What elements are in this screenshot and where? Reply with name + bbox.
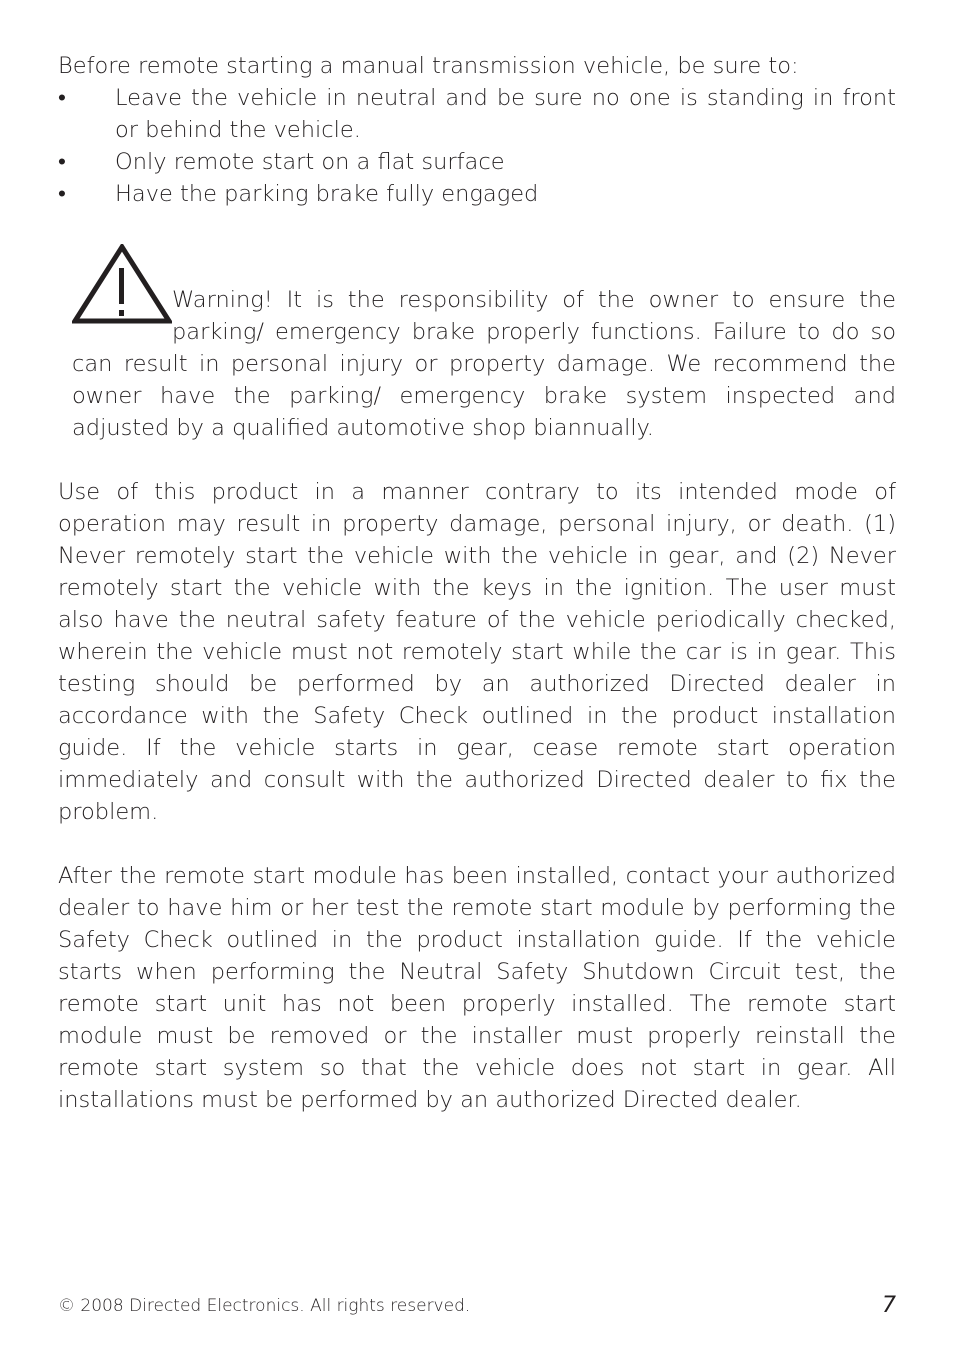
bullet-text: Have the parking brake fully engaged: [115, 181, 539, 207]
list-item: [58, 82, 896, 146]
safety-paragraph: Use of this product in a manner contrary to its intended mode of operation may result in property damage, personal injury, or death. (1) Never remotely start the vehicle with the vehicle in gear, and (2) Never remotely start the vehicle with the keys in the ignition. The user must also have the neutral safety feature of the vehicle periodically checked, wherein the vehicle must not remotely start while the car is in gear. This testing should be performed by an authorized Directed dealer in accordance with the Safety Check outlined in the product installation guide. If the vehicle starts in gear, cease remote start operation immediately and consult with the authorized Directed dealer to fix the problem.: [58, 479, 896, 825]
bullet-text: Leave the vehicle in neutral and be sure no one is standing in front or behind the vehicle.: [115, 85, 896, 143]
bullet-dot: •: [58, 149, 66, 175]
list-item: [58, 146, 896, 178]
bullet-dot: •: [58, 181, 66, 207]
warning-triangle-icon: [72, 244, 172, 322]
bullet-text: Only remote start on a flat surface: [115, 149, 505, 175]
page-content: [58, 50, 896, 1116]
warning-block: [72, 236, 896, 444]
warning-triangle-svg: [72, 244, 172, 324]
bullet-dot: •: [58, 85, 66, 111]
page-number: 7: [882, 1293, 896, 1318]
intro-text: Before remote starting a manual transmission vehicle, be sure to:: [58, 53, 799, 79]
bullet-list: [58, 82, 896, 210]
installation-paragraph: After the remote start module has been installed, contact your authorized dealer to have him or her test the remote start module by performing the Safety Check outlined in the product installation guide. If the vehicle starts when performing the Neutral Safety Shutdown Circuit test, the remote start unit has not been properly installed. The remote start module must be removed or the installer must properly reinstall the remote start system so that the vehicle does not start in gear. All installations must be performed by an authorized Directed dealer.: [58, 863, 896, 1113]
list-item: [58, 178, 896, 210]
warning-text: Warning! It is the responsibility of the owner to ensure the parking/ emergency brake properly functions. Failure to do so can result in personal injury or property damage. We recommend the owner have the parking/ emergency brake system inspected and adjusted by a qualified automotive shop biannually.: [72, 287, 896, 441]
copyright-notice: © 2008 Directed Electronics. All rights reserved.: [58, 1296, 471, 1316]
